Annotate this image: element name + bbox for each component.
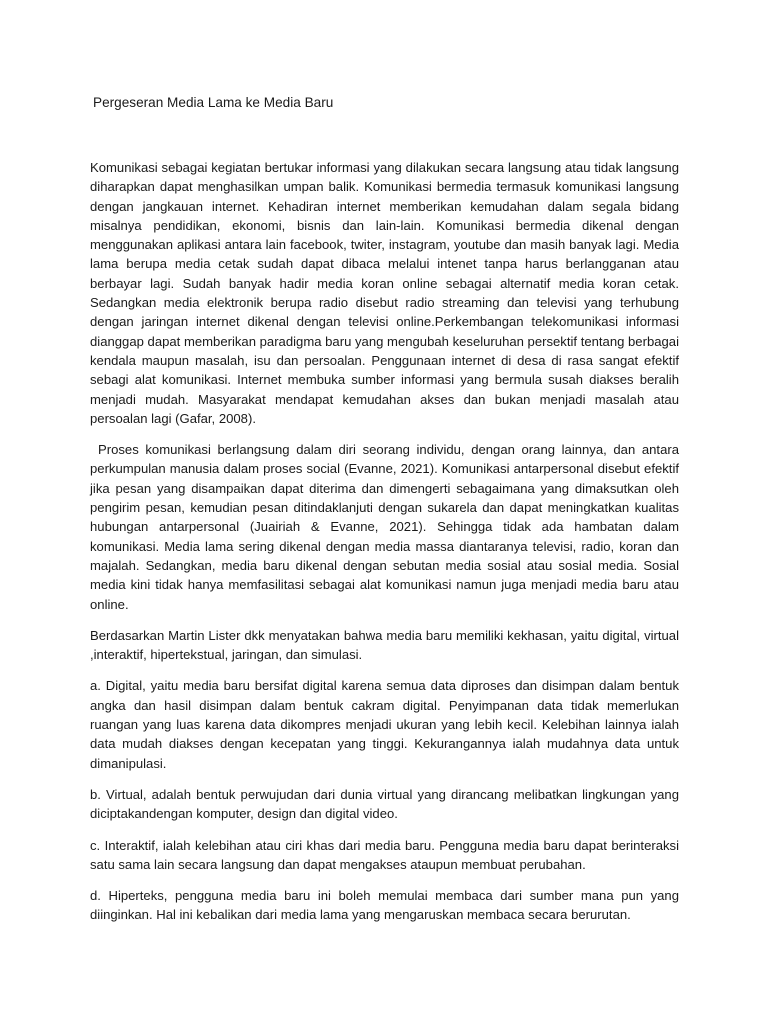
- list-item-interactive: c. Interaktif, ialah kelebihan atau ciri khas dari media baru. Pengguna media baru dapat berinteraksi satu sama lain secara langsung dan dapat mengakses ataupun membuat perubahan.: [90, 837, 679, 872]
- paragraph-lister-characteristics: Berdasarkan Martin Lister dkk menyatakan bahwa media baru memiliki kekhasan, yaitu digital, virtual ,interaktif, hipertekstual, jaringan, dan simulasi.: [90, 627, 679, 663]
- list-item-digital: a. Digital, yaitu media baru bersifat digital karena semua data diproses dan disimpan dalam bentuk angka dan hasil disimpan dalam bentuk cakram digital. Penyimpanan data tidak memerlukan ruangan yang luas karena data dikompres menjadi ukuran yang lebih kecil. Kelebihan lainnya ialah data mudah diakses dengan kecepatan yang tinggi. Kekurangannya ialah mudahnya data untuk dimanipulasi.: [90, 678, 679, 771]
- list-item-hypertext: d. Hiperteks, pengguna media baru ini boleh memulai membaca dari sumber mana pun yang diinginkan. Hal ini kebalikan dari media lama yang mengaruskan membaca secara berurutan.: [90, 888, 679, 923]
- paragraph-intro: Komunikasi sebagai kegiatan bertukar informasi yang dilakukan secara langsung atau tidak langsung diharapkan dapat menghasilkan umpan balik. Komunikasi bermedia termasuk komunikasi langsung dengan jangkauan internet. Kehadiran internet memberikan kemudahan dalam segala bidang misalnya pendidikan, ekonomi, bisnis dan lain-lain. Komunikasi bermedia dikenal dengan menggunakan aplikasi antara lain facebook, twiter, instagram, youtube dan masih banyak lagi. Media lama berupa media cetak sudah dapat dibaca melalui intenet tanpa harus berlangganan atau berbayar lagi. Sudah banyak hadir media koran online sebagai alternatif media koran cetak. Sedangkan media elektronik berupa radio disebut radio streaming dan televisi yang terhubung dengan jaringan internet dikenal dengan televisi online.Perkembangan telekomunikasi informasi dianggap dapat memberikan paradigma baru yang mengubah keseluruhan persektif tentang berbagai kendala maupun masalah, isu dan persoalan. Penggunaan internet di desa di rasa sangat efektif sebagi alat komunikasi. Internet membuka sumber informasi yang bermula susah diakses beralih menjadi mudah. Masyarakat mendapat kemudahan akses dan bukan menjadi masalah atau persoalan lagi (Gafar, 2008).: [90, 160, 679, 426]
- list-item-virtual: b. Virtual, adalah bentuk perwujudan dari dunia virtual yang dirancang melibatkan lingkungan yang diciptakandengan komputer, design dan digital video.: [90, 786, 679, 822]
- document-title: Pergeseran Media Lama ke Media Baru: [93, 95, 334, 110]
- paragraph-communication-process: Proses komunikasi berlangsung dalam diri seorang individu, dengan orang lainnya, dan antara perkumpulan manusia dalam proses social (Evanne, 2021). Komunikasi antarpersonal disebut efektif jika pesan yang disampaikan dapat diterima dan dimengerti sebagaimana yang dimaksutkan oleh pengirim pesan, kemudian pesan ditindaklanjuti dengan sukarela dan dapat meningkatkan kualitas hubungan antarpersonal (Juairiah & Evanne, 2021). Sehingga tidak ada hambatan dalam komunikasi. Media lama sering dikenal dengan media massa diantaranya televisi, radio, koran dan majalah. Sedangkan, media baru dikenal dengan sebutan media sosial atau sosial media. Sosial media kini tidak hanya memfasilitasi sebagai alat komunikasi namun juga menjadi media baru atau online.: [90, 442, 679, 612]
